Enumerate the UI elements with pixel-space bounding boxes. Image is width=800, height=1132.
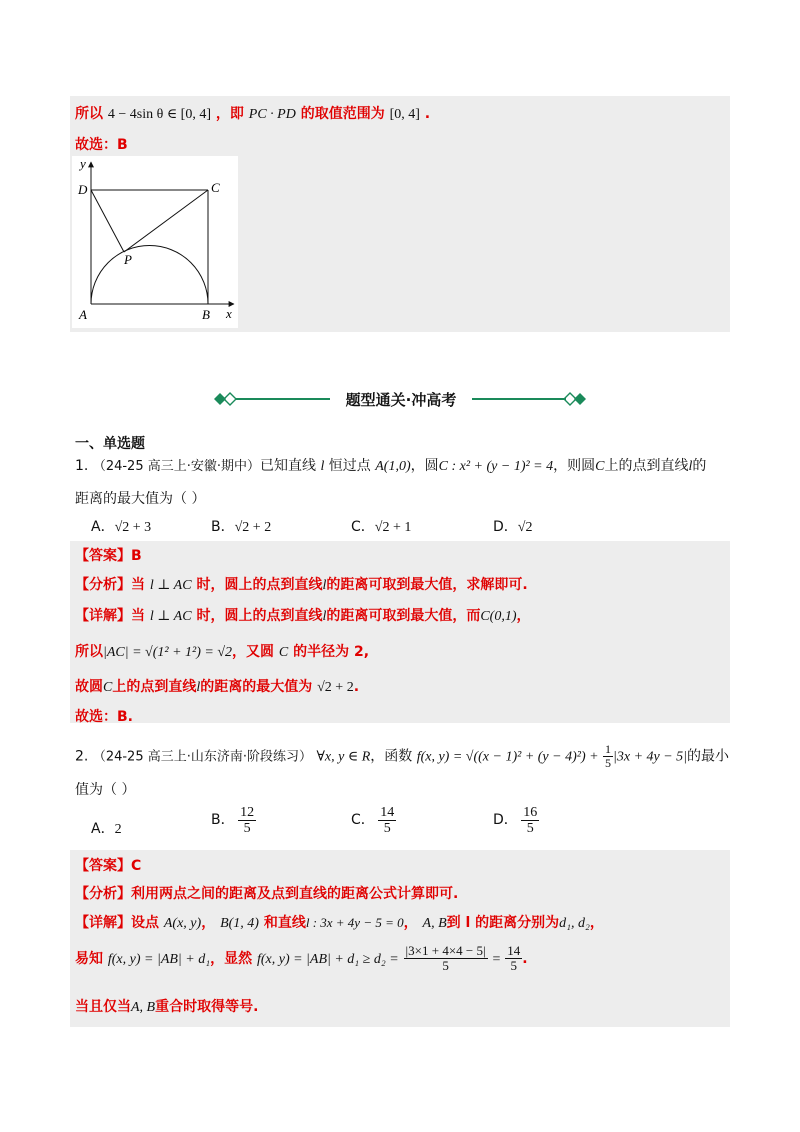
semicircle bbox=[91, 246, 208, 305]
q2-number: 2. bbox=[75, 748, 89, 765]
label-y: y bbox=[80, 156, 86, 171]
label-C: C bbox=[211, 180, 220, 195]
text: 当 bbox=[131, 577, 145, 593]
text: 时，圆上的点到直线 bbox=[196, 577, 323, 593]
text: 和直线 bbox=[263, 915, 306, 931]
prev-choice: 故选：B bbox=[75, 137, 128, 153]
num: |3×1 + 4×4 − 5| bbox=[405, 943, 486, 958]
text: 的距离可取到最大值，而 bbox=[326, 608, 481, 624]
math-l: l bbox=[320, 459, 325, 474]
math-l: l bbox=[322, 609, 327, 624]
option-value: √2 + 3 bbox=[114, 520, 152, 535]
math-perp: l ⊥ AC bbox=[149, 609, 192, 624]
num: 14 bbox=[380, 805, 395, 820]
text: 的距离的最大值为 bbox=[200, 679, 313, 695]
text: ，显然 bbox=[210, 950, 253, 967]
math-range-expr: 4 − 4sin θ ∈ [0, 4] bbox=[107, 107, 212, 122]
q2-stem-line1 bbox=[75, 743, 729, 770]
q1-answer: 【答案】B bbox=[75, 548, 142, 564]
text: . bbox=[424, 106, 431, 122]
fraction-one-fifth bbox=[603, 743, 613, 770]
text: ，又圆 bbox=[232, 644, 275, 660]
q1-detail bbox=[75, 605, 531, 625]
den: 5 bbox=[243, 821, 251, 837]
text: 易知 bbox=[75, 950, 103, 967]
math-max: √2 + 2 bbox=[317, 680, 354, 695]
q2-analysis: 【分析】利用两点之间的距离及点到直线的距离公式计算即可. bbox=[75, 886, 459, 902]
option-label: C． bbox=[351, 812, 375, 829]
q2-stem-line2: 值为（ ） bbox=[75, 782, 136, 798]
math-distances: d₁, d₂ bbox=[559, 916, 590, 931]
text: 所以 bbox=[75, 106, 103, 122]
q2-option-c[interactable] bbox=[351, 805, 396, 837]
label-x: x bbox=[226, 306, 232, 321]
q1-option-a[interactable] bbox=[91, 516, 151, 536]
option-label: B． bbox=[211, 519, 235, 535]
math-circle: C : x² + (y − 1)² = 4 bbox=[438, 459, 554, 474]
math-C: C bbox=[103, 680, 113, 695]
segment-DP bbox=[91, 190, 124, 252]
fraction-result bbox=[505, 944, 522, 974]
math-AB: A, B bbox=[422, 916, 447, 931]
fraction-distance bbox=[404, 944, 488, 974]
math-point-B: B(1, 4) bbox=[220, 916, 259, 931]
math-l: l bbox=[196, 680, 201, 695]
geometry-figure bbox=[72, 156, 238, 328]
q2-equality bbox=[75, 996, 258, 1016]
text: ，圆 bbox=[410, 458, 439, 474]
text: 【详解】 bbox=[75, 608, 131, 624]
text: 【详解】 bbox=[75, 915, 131, 931]
math-vector-product: PC · PD bbox=[248, 107, 296, 122]
q2-easy bbox=[75, 944, 528, 974]
option-label: B． bbox=[211, 812, 235, 829]
q2-detail bbox=[75, 912, 604, 932]
q1-hence bbox=[75, 676, 359, 696]
section-heading: 一、单选题 bbox=[75, 436, 145, 452]
q2-source: （24-25 高三上·山东济南·阶段练习） bbox=[92, 749, 312, 765]
option-fraction bbox=[238, 805, 256, 837]
text: 所以 bbox=[75, 644, 103, 660]
math-AB: A, B bbox=[131, 1000, 156, 1015]
text: . bbox=[353, 679, 360, 695]
text: 上的点到直线 bbox=[112, 679, 197, 695]
q1-analysis bbox=[75, 574, 528, 594]
q2-option-a[interactable] bbox=[91, 818, 122, 838]
den: 5 bbox=[442, 958, 449, 974]
option-value: √2 bbox=[517, 520, 533, 535]
num: 16 bbox=[523, 805, 538, 820]
num: 14 bbox=[507, 943, 521, 958]
math-inequality: f(x, y) = |AB| + d₁ ≥ d₂ = bbox=[256, 951, 399, 967]
q2-option-d[interactable] bbox=[493, 805, 539, 837]
q2-answer: 【答案】C bbox=[75, 858, 142, 874]
text: 到 l 的距离分别为 bbox=[446, 915, 560, 931]
label-D: D bbox=[78, 182, 88, 197]
math-perp: l ⊥ AC bbox=[149, 578, 192, 593]
q1-stem-line1 bbox=[75, 455, 706, 475]
math-f-sum: f(x, y) = |AB| + d₁ bbox=[107, 951, 211, 967]
option-label: C． bbox=[351, 519, 375, 535]
q1-option-c[interactable] bbox=[351, 516, 411, 536]
q1-option-d[interactable] bbox=[493, 516, 532, 536]
den: 5 bbox=[526, 821, 534, 837]
text: 的半径为 2, bbox=[293, 644, 370, 660]
math-point-A: A(x, y) bbox=[163, 916, 202, 931]
den: 5 bbox=[605, 756, 612, 771]
q2-option-b[interactable] bbox=[211, 805, 256, 837]
q1-so bbox=[75, 641, 369, 661]
text: ， bbox=[201, 915, 216, 931]
math-eq: = bbox=[492, 951, 501, 967]
den: 5 bbox=[383, 821, 391, 837]
text: 时，圆上的点到直线 bbox=[196, 608, 323, 624]
option-label: D． bbox=[493, 812, 518, 829]
math-l: l bbox=[322, 578, 327, 593]
text: ， bbox=[516, 608, 531, 624]
q1-choice: 故选：B. bbox=[75, 709, 133, 725]
math-range: [0, 4] bbox=[389, 107, 420, 122]
text: 故圆 bbox=[75, 679, 103, 695]
text: 恒过点 bbox=[328, 458, 371, 474]
text: 的 bbox=[692, 458, 707, 474]
text: ，函数 bbox=[370, 748, 413, 765]
option-value: 2 bbox=[114, 822, 122, 837]
option-fraction bbox=[521, 805, 539, 837]
option-value: √2 + 1 bbox=[374, 520, 412, 535]
diamond-right-icon bbox=[574, 393, 586, 405]
num: 1 bbox=[605, 742, 612, 756]
math-line: l : 3x + 4y − 5 = 0 bbox=[305, 915, 404, 930]
label-P: P bbox=[124, 252, 132, 267]
text: ，即 bbox=[215, 106, 244, 122]
prev-solution-line bbox=[75, 103, 430, 123]
text: ， bbox=[589, 915, 604, 931]
text: 已知直线 bbox=[260, 458, 316, 474]
math-function: f(x, y) = √((x − 1)² + (y − 4)²) + bbox=[416, 749, 599, 765]
text: 重合时取得等号. bbox=[155, 999, 259, 1015]
text: ，则圆 bbox=[553, 458, 596, 474]
text: 的最小 bbox=[687, 748, 730, 765]
option-value: √2 + 2 bbox=[234, 520, 272, 535]
math-AC: |AC| = √(1² + 1²) = √2 bbox=[103, 645, 233, 660]
option-label: D． bbox=[493, 519, 518, 535]
den: 5 bbox=[510, 958, 517, 974]
math-C: C bbox=[595, 459, 605, 474]
label-B: B bbox=[202, 307, 210, 322]
q1-number: 1. bbox=[75, 458, 89, 474]
math-C: C bbox=[278, 645, 289, 660]
math-l: l bbox=[688, 459, 693, 474]
text: 设点 bbox=[131, 915, 159, 931]
label-A: A bbox=[79, 307, 87, 322]
text: 当且仅当 bbox=[75, 999, 131, 1015]
text: 【分析】 bbox=[75, 577, 131, 593]
banner-title: 题型通关·冲高考 bbox=[345, 391, 457, 409]
text: ， bbox=[403, 915, 418, 931]
q1-option-b[interactable] bbox=[211, 516, 271, 536]
section-banner bbox=[200, 386, 600, 412]
text: 的距离可取到最大值，求解即可. bbox=[326, 577, 528, 593]
text: 的取值范围为 bbox=[300, 106, 385, 122]
math-abs: |3x + 4y − 5| bbox=[613, 749, 688, 765]
math-point-C: C(0,1) bbox=[480, 609, 517, 624]
text: . bbox=[522, 950, 528, 967]
option-fraction bbox=[378, 805, 396, 837]
text: 当 bbox=[131, 608, 145, 624]
figure-svg bbox=[72, 156, 238, 328]
math-forall: ∀x, y ∈ R bbox=[316, 749, 371, 765]
segment-PC bbox=[124, 190, 208, 252]
text: 上的点到直线 bbox=[604, 458, 689, 474]
option-label: A． bbox=[91, 519, 115, 535]
num: 12 bbox=[240, 805, 255, 820]
q1-source: （24-25 高三上·安徽·期中） bbox=[92, 459, 260, 474]
q1-stem-line2: 距离的最大值为（ ） bbox=[75, 491, 206, 507]
math-point-A: A(1,0) bbox=[375, 459, 411, 474]
option-label: A． bbox=[91, 821, 115, 837]
